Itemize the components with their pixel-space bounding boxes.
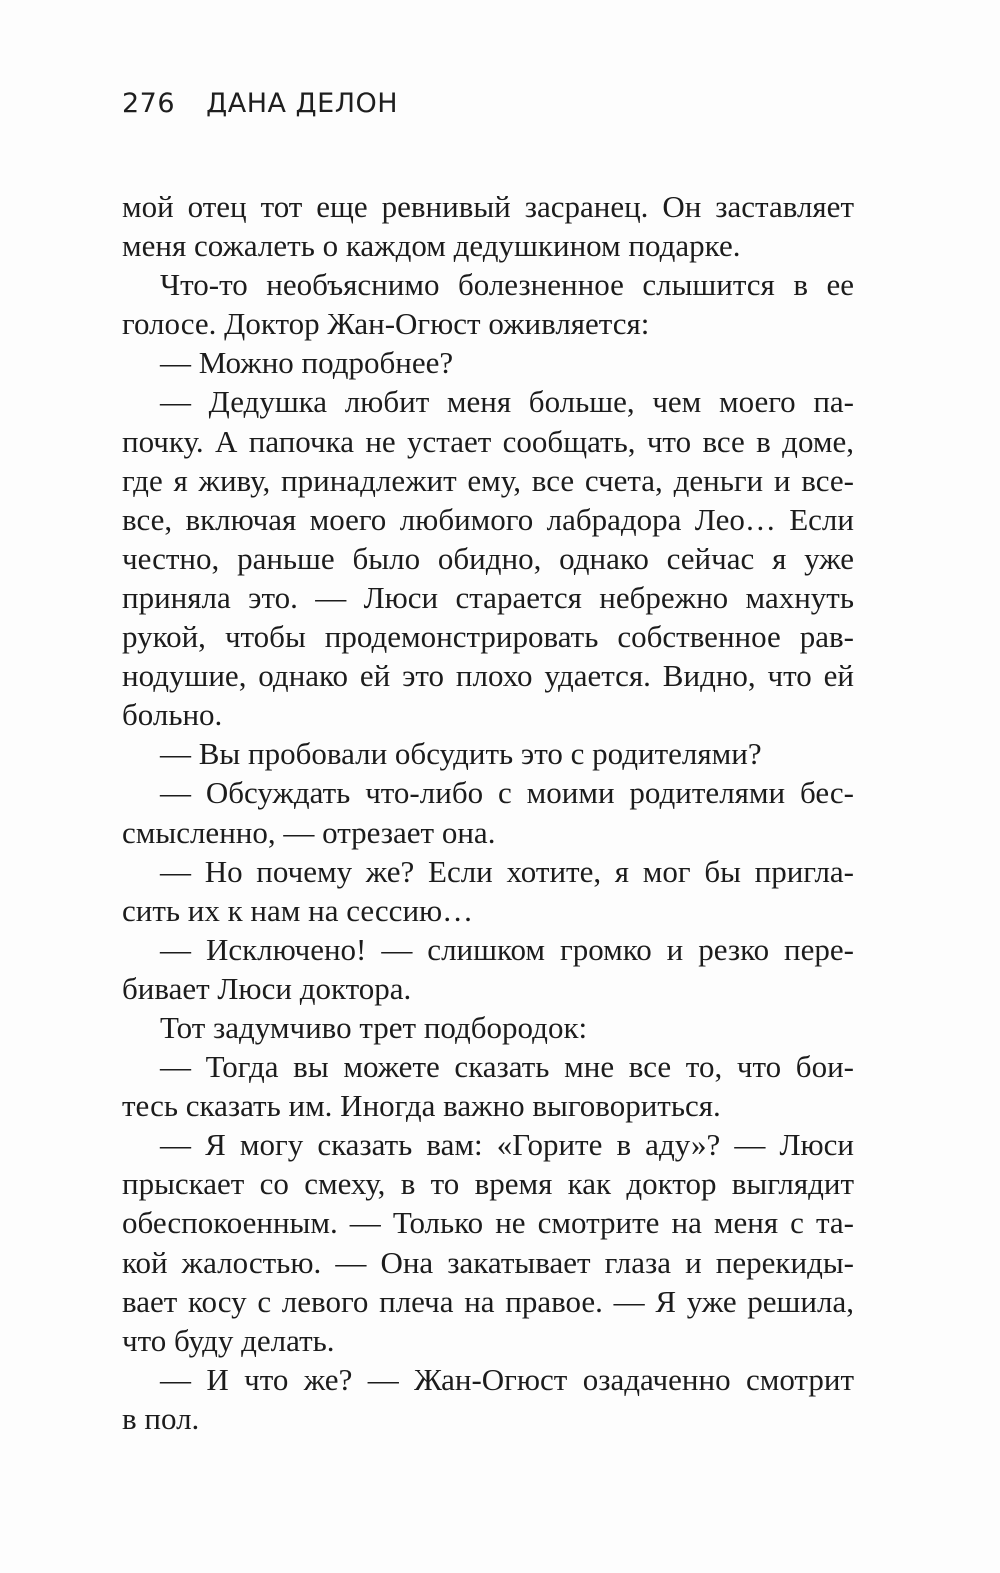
text-line: почку. А папочка не устает сообщать, что все в доме, <box>122 423 854 459</box>
text-line: тесь сказать им. Иногда важно выговориться. <box>122 1088 721 1124</box>
text-line: — Можно подробнее? <box>160 345 454 381</box>
text-line: вает косу с левого плеча на правое. — Я уже решила, <box>122 1283 854 1319</box>
text-line: мой отец тот еще ревнивый засранец. Он заставляет <box>122 189 854 224</box>
text-line: обеспокоенным. — Только не смотрите на меня с та- <box>122 1205 854 1241</box>
body-text <box>122 187 854 1438</box>
text-line: — Тогда вы можете сказать мне все то, что бои- <box>160 1049 854 1085</box>
text-line: нодушие, однако ей это плохо удается. Видно, что ей <box>122 658 854 694</box>
text-line: меня сожалеть о каждом дедушкином подарке. <box>122 228 741 264</box>
text-line: бивает Люси доктора. <box>122 970 412 1006</box>
text-line: сить их к нам на сессию… <box>122 892 474 928</box>
text-line: рукой, чтобы продемонстрировать собственное рав- <box>122 619 854 655</box>
text-line: — Дедушка любит меня больше, чем моего па- <box>160 384 854 420</box>
text-line: приняла это. — Люси старается небрежно махнуть <box>122 579 854 615</box>
text-line: — Но почему же? Если хотите, я мог бы пригла- <box>160 853 854 889</box>
page-number: 276 <box>122 88 176 119</box>
text-line: прыскает со смеху, в то время как доктор выглядит <box>122 1166 854 1202</box>
text-line: — И что же? — Жан-Огюст озадаченно смотрит <box>160 1361 854 1397</box>
text-line: все, включая моего любимого лабрадора Лео… Если <box>122 501 854 537</box>
text-line: честно, раньше было обидно, однако сейчас я уже <box>122 540 854 576</box>
text-line: — Я могу сказать вам: «Горите в аду»? — Люси <box>160 1127 854 1163</box>
text-line: кой жалостью. — Она закатывает глаза и перекиды- <box>122 1244 854 1280</box>
text-line: — Вы пробовали обсудить это с родителями? <box>160 736 762 772</box>
text-line: Что-то необъяснимо болезненное слышится в ее <box>160 267 854 303</box>
text-line: — Исключено! — слишком громко и резко пере- <box>160 931 854 967</box>
author-name: ДАНА ДЕЛОН <box>206 88 399 119</box>
text-line: что буду делать. <box>122 1322 335 1358</box>
text-line: смысленно, — отрезает она. <box>122 814 496 850</box>
text-line: больно. <box>122 697 223 733</box>
text-line: Тот задумчиво трет подбородок: <box>160 1009 588 1045</box>
text-line: голосе. Доктор Жан-Огюст оживляется: <box>122 306 650 342</box>
text-line: — Обсуждать что-либо с моими родителями бес- <box>160 775 854 811</box>
running-head <box>122 88 398 119</box>
text-line: в пол. <box>122 1400 200 1436</box>
text-line: где я живу, принадлежит ему, все счета, деньги и все- <box>122 462 854 498</box>
